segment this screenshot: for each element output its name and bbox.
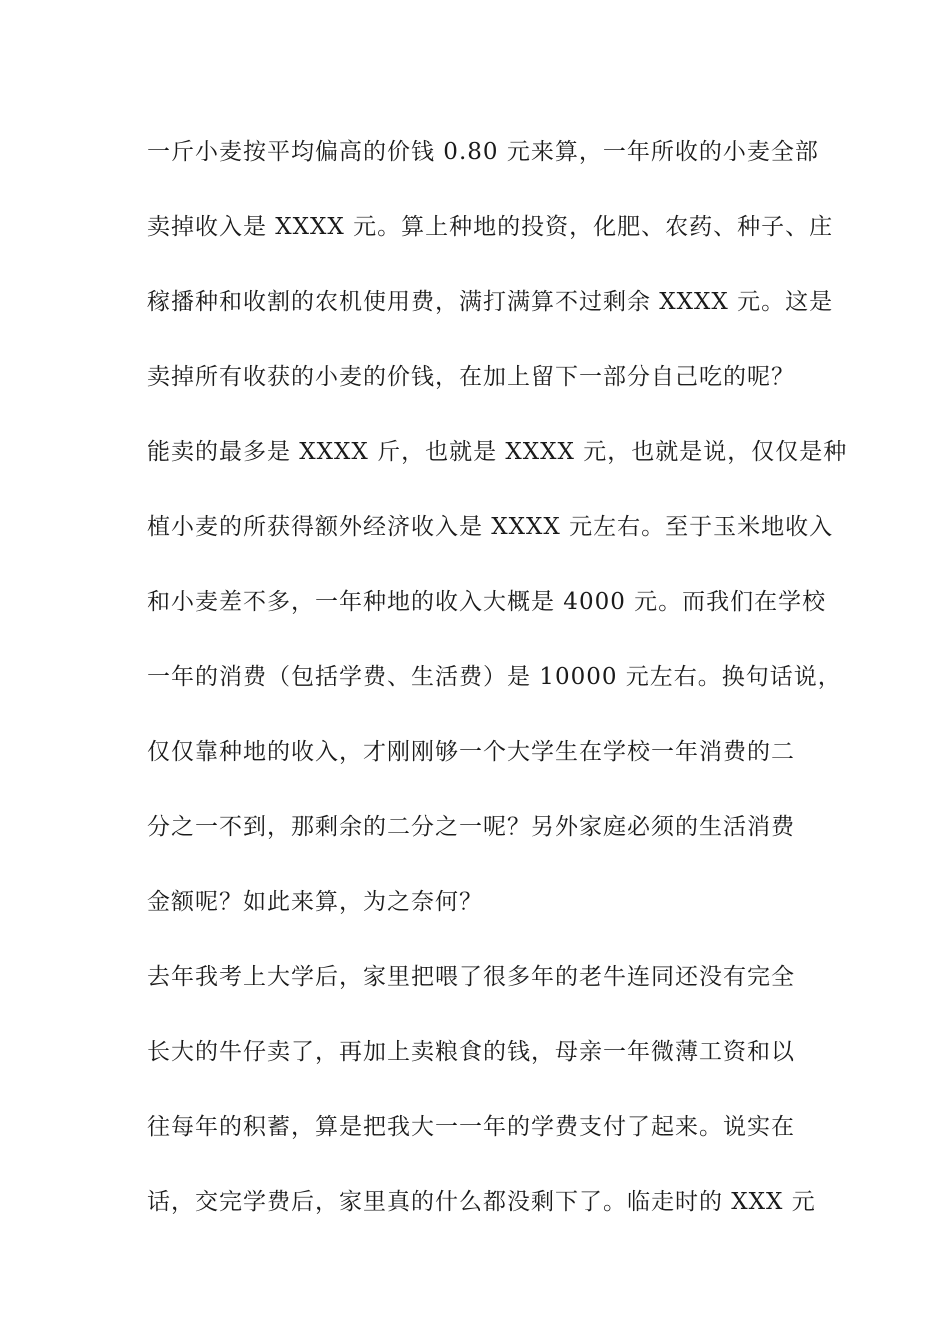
text-line: 一斤小麦按平均偏高的价钱 0.80 元来算，一年所收的小麦全部 — [147, 139, 819, 165]
text-line: 长大的牛仔卖了，再加上卖粮食的钱，母亲一年微薄工资和以 — [147, 1039, 795, 1065]
body-text — [147, 128, 848, 1253]
text-line: 去年我考上大学后，家里把喂了很多年的老牛连同还没有完全 — [147, 964, 795, 990]
text-line: 往每年的积蓄，算是把我大一一年的学费支付了起来。说实在 — [147, 1114, 795, 1140]
text-line: 卖掉所有收获的小麦的价钱，在加上留下一部分自己吃的呢？ — [147, 364, 795, 390]
text-line: 植小麦的所获得额外经济收入是 XXXX 元左右。至于玉米地收入 — [147, 514, 834, 540]
text-line: 稼播种和收割的农机使用费，满打满算不过剩余 XXXX 元。这是 — [147, 289, 834, 315]
text-line: 能卖的最多是 XXXX 斤，也就是 XXXX 元，也就是说，仅仅是种 — [147, 439, 848, 465]
text-line: 一年的消费（包括学费、生活费）是 10000 元左右。换句话说， — [147, 664, 842, 690]
text-line: 卖掉收入是 XXXX 元。算上种地的投资，化肥、农药、种子、庄 — [147, 214, 834, 240]
text-line: 话，交完学费后，家里真的什么都没剩下了。临走时的 XXX 元 — [147, 1189, 816, 1215]
text-line: 分之一不到，那剩余的二分之一呢？另外家庭必须的生活消费 — [147, 814, 795, 840]
text-line: 仅仅靠种地的收入，才刚刚够一个大学生在学校一年消费的二 — [147, 739, 795, 765]
text-line: 和小麦差不多，一年种地的收入大概是 4000 元。而我们在学校 — [147, 589, 827, 615]
text-line: 金额呢？如此来算，为之奈何？ — [147, 889, 483, 915]
